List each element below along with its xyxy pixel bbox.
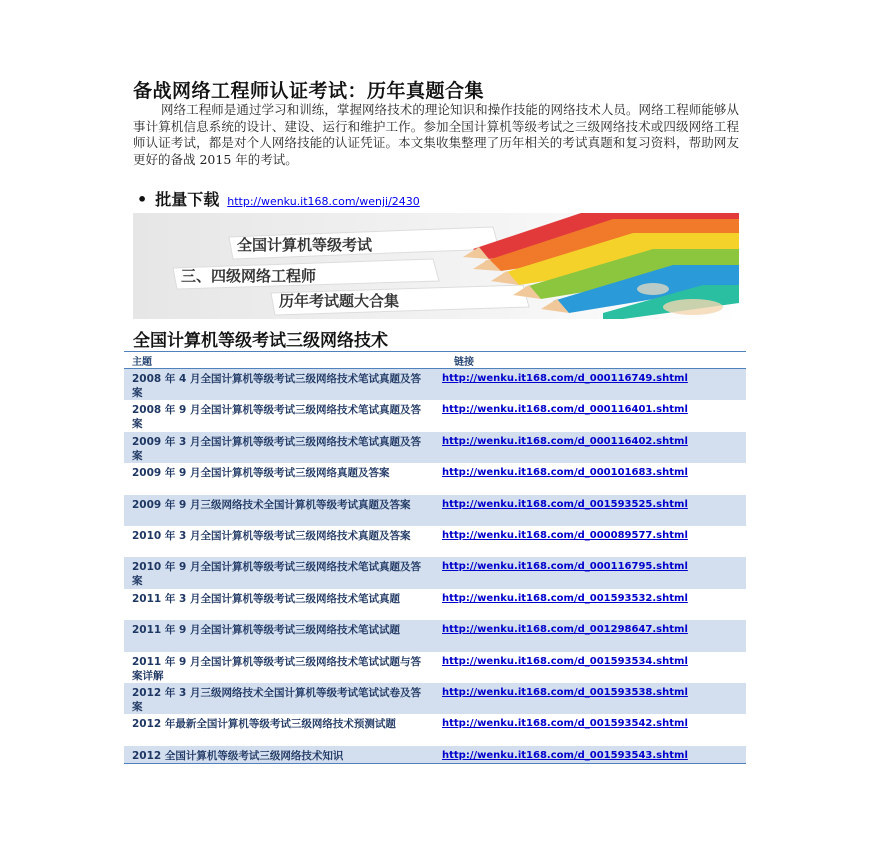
row-topic: 2010 年 3 月全国计算机等级考试三级网络技术真题及答案: [132, 529, 411, 542]
table-row: [124, 369, 746, 400]
table-row: [124, 432, 746, 463]
table-row: [124, 620, 746, 651]
table-row: [124, 589, 746, 620]
row-link-cell: [434, 714, 688, 745]
row-link-cell: [434, 463, 688, 494]
row-link[interactable]: http://wenku.it168.com/d_001593525.shtml: [442, 498, 688, 510]
row-link[interactable]: http://wenku.it168.com/d_001298647.shtml: [442, 624, 688, 636]
row-link[interactable]: http://wenku.it168.com/d_000116402.shtml: [442, 435, 688, 447]
row-link-cell: [434, 526, 688, 557]
batch-download-link[interactable]: http://wenku.it168.com/wenji/2430: [227, 195, 420, 208]
column-header-topic: 主题: [132, 356, 152, 368]
row-link-cell: [434, 652, 688, 683]
row-topic: 2012 年最新全国计算机等级考试三级网络技术预测试题: [132, 718, 396, 731]
row-topic: 2009 年 9 月三级网络技术全国计算机等级考试真题及答案: [132, 498, 411, 511]
batch-download-label: 批量下载: [155, 190, 220, 209]
row-link[interactable]: http://wenku.it168.com/d_000101683.shtml: [442, 467, 688, 479]
table-body: [124, 369, 746, 763]
row-topic: 2011 年 9 月全国计算机等级考试三级网络技术笔试试题与答案详解: [132, 655, 421, 682]
table-row: [124, 652, 746, 683]
bullet-icon: •: [137, 190, 148, 209]
row-link-cell: [434, 620, 688, 651]
document-title: 备战网络工程师认证考试：历年真题合集: [133, 80, 485, 102]
table-row: [124, 746, 746, 763]
banner-line-2: 三、四级网络工程师: [181, 267, 317, 285]
row-link-cell: [434, 683, 688, 714]
table-row: [124, 400, 746, 431]
row-link[interactable]: http://wenku.it168.com/d_001593534.shtml: [442, 655, 688, 667]
row-link[interactable]: http://wenku.it168.com/d_001593543.shtml: [442, 749, 688, 761]
banner-graphic: [133, 213, 739, 319]
row-link-cell: [434, 400, 688, 431]
row-link[interactable]: http://wenku.it168.com/d_000116749.shtml: [442, 373, 688, 384]
row-topic: 2012 全国计算机等级考试三级网络技术知识: [132, 749, 344, 762]
row-link[interactable]: http://wenku.it168.com/d_001593532.shtml: [442, 592, 688, 604]
row-topic: 2010 年 9 月全国计算机等级考试三级网络技术笔试真题及答案: [132, 561, 421, 588]
row-topic: 2008 年 4 月全国计算机等级考试三级网络技术笔试真题及答案: [132, 373, 421, 399]
row-link[interactable]: http://wenku.it168.com/d_000116401.shtml: [442, 404, 688, 416]
row-link[interactable]: http://wenku.it168.com/d_001593542.shtml: [442, 718, 688, 730]
row-link-cell: [434, 432, 688, 463]
exam-table: [124, 351, 746, 764]
batch-download: [137, 187, 420, 210]
table-row: [124, 714, 746, 745]
row-topic: 2011 年 9 月全国计算机等级考试三级网络技术笔试试题: [132, 624, 400, 637]
row-topic: 2012 年 3 月三级网络技术全国计算机等级考试笔试试卷及答案: [132, 686, 421, 713]
row-link-cell: [434, 557, 688, 588]
row-topic: 2011 年 3 月全国计算机等级考试三级网络技术笔试真题: [132, 592, 400, 605]
row-link-cell: [434, 589, 688, 620]
section-title: 全国计算机等级考试三级网络技术: [133, 331, 388, 351]
row-link-cell: [434, 495, 688, 526]
row-link[interactable]: http://wenku.it168.com/d_000089577.shtml: [442, 529, 688, 541]
row-link[interactable]: http://wenku.it168.com/d_001593538.shtml: [442, 686, 688, 698]
row-topic: 2009 年 9 月全国计算机等级考试三级网络真题及答案: [132, 467, 390, 480]
row-link[interactable]: http://wenku.it168.com/d_000116795.shtml: [442, 561, 688, 573]
banner-line-1: 全国计算机等级考试: [237, 236, 373, 254]
row-link-cell: [434, 746, 688, 763]
table-row: [124, 495, 746, 526]
row-topic: 2008 年 9 月全国计算机等级考试三级网络技术笔试真题及答案: [132, 404, 421, 431]
banner-image: [133, 213, 739, 319]
table-header: [124, 352, 746, 369]
table-row: [124, 683, 746, 714]
table-row: [124, 463, 746, 494]
banner-line-3: 历年考试题大合集: [279, 292, 400, 310]
row-link-cell: [434, 369, 688, 400]
table-row: [124, 557, 746, 588]
table-row: [124, 526, 746, 557]
column-header-link: 链接: [454, 356, 474, 368]
row-topic: 2009 年 3 月全国计算机等级考试三级网络技术笔试真题及答案: [132, 435, 421, 462]
intro-paragraph: 网络工程师是通过学习和训练，掌握网络技术的理论知识和操作技能的网络技术人员。网络工程师能够从事计算机信息系统的设计、建设、运行和维护工作。参加全国计算机等级考试之三级网络技术或四级网络工程师认证考试，都是对个人网络技能的认证凭证。本文集收集整理了历年相关的考试真题和复习资料，帮助网友更好的备战 2015 年的考试。: [133, 102, 739, 167]
